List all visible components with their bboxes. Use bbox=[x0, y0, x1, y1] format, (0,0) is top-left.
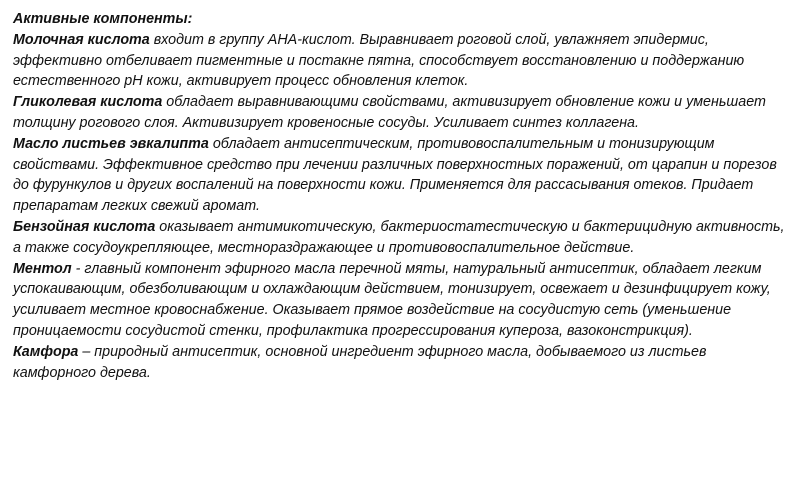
document-body bbox=[13, 9, 788, 383]
component-eucalyptus-oil bbox=[13, 134, 788, 217]
component-term: Бензойная кислота bbox=[13, 218, 156, 235]
component-term: Камфора bbox=[13, 343, 79, 360]
component-glycolic-acid bbox=[13, 92, 788, 134]
component-description: оказывает антимикотическую, бактериостатестическую и бактерицидную активность, а также сосудоукрепляющее, местнораздражающее и противовоспалительное действие. bbox=[13, 218, 785, 256]
component-term: Масло листьев эвкалипта bbox=[13, 135, 209, 152]
component-term: Гликолевая кислота bbox=[13, 94, 163, 111]
component-term: Ментол bbox=[13, 260, 72, 277]
component-description: - главный компонент эфирного масла перечной мяты, натуральный антисептик, обладает легким успокаивающим, обезболивающим и охлаждающим действием, тонизирует, освежает и дезинфицирует кожу, усиливает местное кровоснабжение. Оказывает прямое воздействие на сосудистую сеть (уменьшение проницаемости сосудистой стенки, профилактика прогрессирования купероза, вазоконстрикция). bbox=[13, 260, 771, 339]
component-description: обладает выравнивающими свойствами, активизирует обновление кожи и уменьшает толщину рогового слоя. Активизирует кровеносные сосуды. Усиливает синтез коллагена. bbox=[13, 94, 766, 131]
component-term: Молочная кислота bbox=[13, 31, 150, 48]
component-camphor bbox=[13, 342, 788, 384]
component-description: – природный антисептик, основной ингредиент эфирного масла, добываемого из листьев камфорного дерева. bbox=[13, 343, 707, 381]
component-description: входит в группу АНА-кислот. Выравнивает роговой слой, увлажняет эпидермис, эффективно отбеливает пигментные и постакне пятна, способствует восстановлению и поддержанию естественного pH кожи, активирует процесс обновления клеток. bbox=[13, 31, 745, 90]
component-description: обладает антисептическим, противовоспалительным и тонизирующим свойствами. Эффективное средство при лечении различных поверхностных поражений, от царапин и порезов до фурункулов и других воспалений на поверхности кожи. Применяется для рассасывания отеков. Придает препаратам легких свежий аромат. bbox=[13, 135, 777, 215]
component-benzoic-acid bbox=[13, 217, 788, 259]
component-menthol bbox=[13, 259, 788, 342]
section-heading: Активные компоненты: bbox=[13, 11, 193, 27]
component-lactic-acid bbox=[13, 30, 788, 92]
